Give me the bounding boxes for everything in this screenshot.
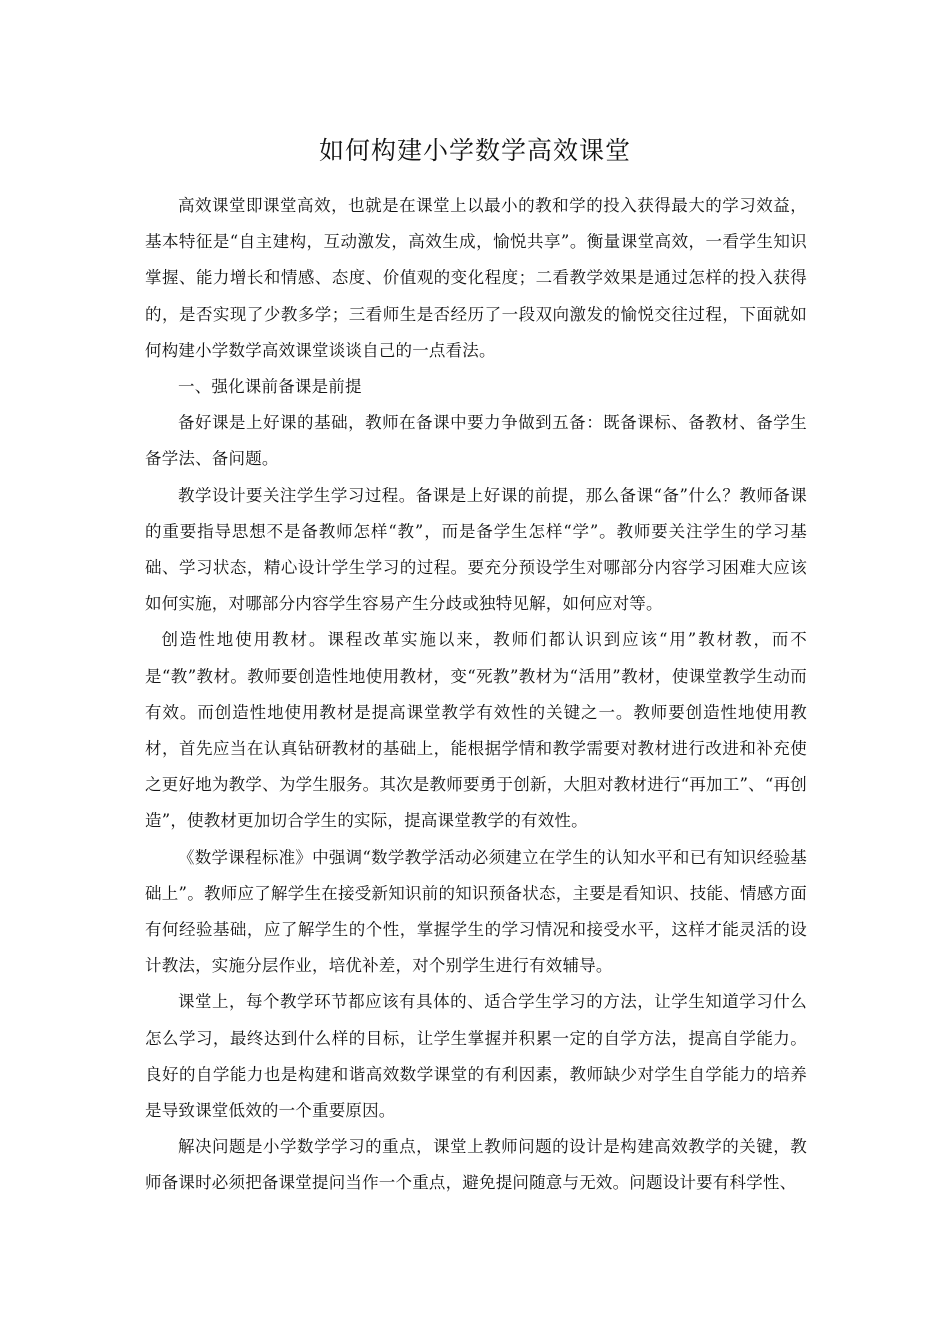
- document-body: [145, 188, 807, 1202]
- document-title: 如何构建小学数学高效课堂: [318, 136, 631, 165]
- paragraph-teaching-design: 教学设计要关注学生学习过程。备课是上好课的前提，那么备课“备”什么？教师备课的重要指导思想不是备教师怎样“教”，而是备学生怎样“学”。教师要关注学生的学习基础、学习状态，精心设计学生学习的过程。要充分预设学生对哪部分内容学习困难大应该如何实施，对哪部分内容学生容易产生分歧或独特见解，如何应对等。: [145, 485, 807, 614]
- paragraph-problem-solving: 解决问题是小学数学学习的重点，课堂上教师问题的设计是构建高效教学的关键，教师备课时必须把备课堂提问当作一个重点，避免提问随意与无效。问题设计要有科学性、: [145, 1137, 807, 1193]
- paragraph-intro: 高效课堂即课堂高效，也就是在课堂上以最小的教和学的投入获得最大的学习效益，基本特征是“自主建构，互动激发，高效生成，愉悦共享”。衡量课堂高效，一看学生知识掌握、能力增长和情感、态度、价值观的变化程度；二看教学效果是通过怎样的投入获得的，是否实现了少教多学；三看师生是否经历了一段双向激发的愉悦交往过程，下面就如何构建小学数学高效课堂谈谈自己的一点看法。: [145, 196, 807, 360]
- paragraph-classroom-methods: 课堂上，每个教学环节都应该有具体的、适合学生学习的方法，让学生知道学习什么怎么学习，最终达到什么样的目标，让学生掌握并积累一定的自学方法，提高自学能力。良好的自学能力也是构建和谐高效数学课堂的有利因素，教师缺少对学生自学能力的培养是导致课堂低效的一个重要原因。: [145, 992, 807, 1121]
- paragraph-creative-textbook-use: 创造性地使用教材。课程改革实施以来，教师们都认识到应该“用”教材教，而不是“教”教材。教师要创造性地使用教材，变“死教”教材为“活用”教材，使课堂教学生动而有效。而创造性地使用教材是提高课堂教学有效性的关键之一。教师要创造性地使用教材，首先应当在认真钻研教材的基础上，能根据学情和教学需要对教材进行改进和补充使之更好地为教学、为学生服务。其次是教师要勇于创新，大胆对教材进行“再加工”、“再创造”，使教材更加切合学生的实际，提高课堂教学的有效性。: [145, 630, 807, 831]
- paragraph-five-preparations: 备好课是上好课的基础，教师在备课中要力争做到五备：既备课标、备教材、备学生备学法、备问题。: [145, 413, 807, 469]
- paragraph-curriculum-standard: 《数学课程标准》中强调“数学教学活动必须建立在学生的认知水平和已有知识经验基础上”。教师应了解学生在接受新知识前的知识预备状态，主要是看知识、技能、情感方面有何经验基础，应了解学生的个性，掌握学生的学习情况和接受水平，这样才能灵活的设计教法，实施分层作业，培优补差，对个别学生进行有效辅导。: [145, 847, 807, 976]
- section-heading-1: 一、强化课前备课是前提: [178, 377, 362, 397]
